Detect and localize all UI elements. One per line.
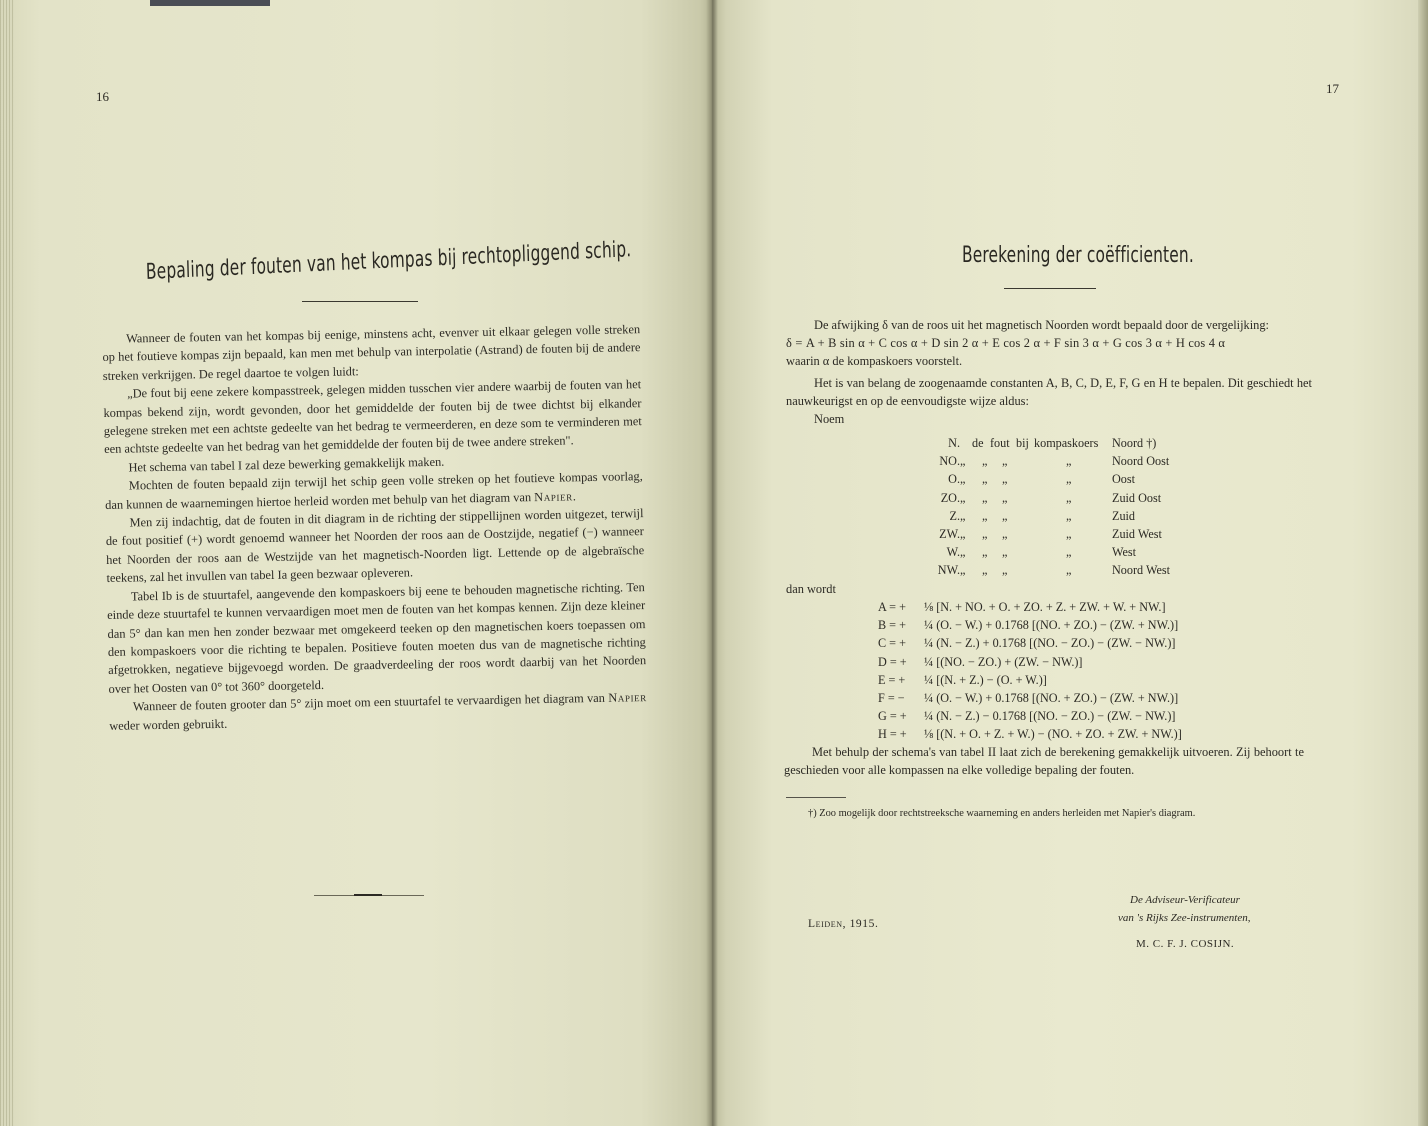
formula-row bbox=[878, 671, 1182, 689]
paragraph: Men zij indachtig, dat de fouten in dit diagram in de richting der stippellijnen worden uitgezet, terwijl de fout positief (+) wordt genoemd wanneer het Noorden der roos aan de Oostzijde, negatief (−) wanneer het Noorden der roos aan de Westzijde van het magnetisch-Noorden ligt. Lettende op de algebraïsche teekens, zal het invullen van tabel Ia geen bezwaar opleveren. bbox=[105, 506, 645, 586]
ditto-mark: „ bbox=[982, 545, 988, 560]
formula-row bbox=[878, 616, 1182, 634]
compass-code: NO. bbox=[939, 454, 960, 469]
body-text-left bbox=[102, 320, 647, 735]
ditto-mark: „ bbox=[1066, 545, 1072, 560]
place-date: Leiden, 1915. bbox=[808, 918, 879, 930]
formula-lhs: C = + bbox=[878, 636, 906, 651]
paragraph: Het schema van tabel I zal deze bewerking gemakkelijk maken. bbox=[128, 454, 445, 475]
page-edge-stack bbox=[0, 0, 14, 1126]
ditto-mark: „ bbox=[1002, 490, 1008, 505]
book-gutter bbox=[706, 0, 718, 1126]
compass-code: N. bbox=[948, 436, 960, 450]
formula-lhs: H = + bbox=[878, 727, 907, 742]
footnote: †) Zoo mogelijk door rechtstreeksche waarneming en anders herleiden met Napier's diagram. bbox=[808, 808, 1196, 819]
ditto-mark: „ bbox=[1002, 508, 1008, 523]
ditto-mark: „ bbox=[1066, 508, 1072, 523]
intro-block bbox=[786, 316, 1312, 428]
ditto-mark: „ bbox=[982, 508, 988, 523]
equation-note: waarin α de kompaskoers voorstelt. bbox=[786, 354, 963, 368]
ditto-mark: „ bbox=[1066, 490, 1072, 505]
coefficient-formulas bbox=[878, 598, 1182, 744]
compass-direction: Zuid bbox=[1112, 508, 1136, 523]
closing-paragraph bbox=[784, 743, 1304, 779]
formula-rhs: ¼ (N. − Z.) + 0.1768 [(NO. − ZO.) − (ZW. − NW.)] bbox=[924, 636, 1176, 651]
ditto-mark: „ bbox=[960, 563, 966, 578]
formula-lhs: F = − bbox=[878, 691, 905, 706]
formula-rhs: ¼ (N. − Z.) − 0.1768 [(NO. − ZO.) − (ZW. − NW.)] bbox=[924, 709, 1176, 724]
paragraph: Tabel Ib is de stuurtafel, aangevende den kompaskoers bij eene te behouden magnetische richting. Ten einde deze stuurtafel te kunnen vervaardigen moet men de fouten van het kompas kennen. Zijn deze kleiner dan 5° dan kan men hen zonder bezwaar met omgekeerd teeken op den magnetischen koers toepassen om den kompaskoers voor die richting te bepalen. Positieve fouten moeten dus van de magnetische richting afgetrokken, negatieve bijgevoegd worden. De graadverdeeling der roos wordt daarbij van het Noorden over het Oosten van 0° tot 360° doorgeteld. bbox=[107, 579, 647, 696]
compass-direction: West bbox=[1112, 545, 1137, 560]
signature-institution: van 's Rijks Zee-instrumenten, bbox=[1118, 912, 1251, 924]
page-number-right: 17 bbox=[1326, 81, 1339, 96]
title-rule-left bbox=[302, 301, 418, 302]
formula-row bbox=[878, 725, 1182, 743]
left-page bbox=[0, 0, 712, 1126]
compass-direction: Noord †) bbox=[1112, 436, 1157, 450]
formula-rhs: ¼ [(NO. − ZO.) + (ZW. − NW.)] bbox=[924, 654, 1083, 669]
compass-direction: Oost bbox=[1112, 472, 1136, 487]
formula-rhs: ⅛ [(N. + O. + Z. + W.) − (NO. + ZO. + ZW. + NW.)] bbox=[924, 727, 1182, 742]
compass-direction: Zuid Oost bbox=[1112, 490, 1162, 505]
ditto-mark: „ bbox=[960, 454, 966, 469]
compass-direction: Noord West bbox=[1112, 563, 1171, 578]
coefficient-equation: δ = A + B sin α + C cos α + D sin 2 α + E cos 2 α + F sin 3 α + G cos 3 α + H cos 4 α bbox=[786, 336, 1226, 350]
paragraph: Wanneer de fouten van het kompas bij eenige, minstens acht, evenver uit elkaar gelegen volle streken op het foutieve kompas zijn bepaald, kan men met behulp van interpolatie (Astrand) de fouten bij de andere streken verkrijgen. De regel daartoe te volgen luidt: bbox=[102, 322, 641, 383]
page-number-left: 16 bbox=[96, 89, 109, 104]
compass-code: ZW. bbox=[939, 526, 960, 541]
formula-rhs: ⅛ [N. + NO. + O. + ZO. + Z. + ZW. + W. + NW.] bbox=[924, 600, 1166, 614]
noem-label: Noem bbox=[814, 412, 845, 426]
page-edge-right bbox=[1418, 0, 1428, 1126]
footnote-rule bbox=[786, 797, 846, 798]
signature-title: De Adviseur-Verificateur bbox=[1130, 894, 1240, 906]
compass-code: Z. bbox=[949, 508, 960, 523]
compass-code: NW. bbox=[937, 563, 960, 578]
ditto-mark: „ bbox=[1066, 563, 1072, 578]
ditto-mark: „ bbox=[1066, 472, 1072, 487]
formula-lhs: A = + bbox=[878, 600, 906, 614]
ditto-mark: „ bbox=[982, 454, 988, 469]
formula-row bbox=[878, 689, 1182, 707]
page-title-right: Berekening der coëfficienten. bbox=[962, 243, 1194, 268]
formula-row bbox=[878, 653, 1182, 671]
compass-direction: Noord Oost bbox=[1112, 454, 1170, 469]
paragraph: Met behulp der schema's van tabel II laat zich de berekening gemakkelijk uitvoeren. Zij behoort te geschieden voor alle kompassen na elke volledige bepaling der fouten. bbox=[784, 745, 1304, 777]
paragraph-text: weder worden gebruikt. bbox=[109, 716, 228, 733]
formula-row bbox=[878, 707, 1182, 725]
compass-direction: Zuid West bbox=[1112, 526, 1162, 541]
ditto-mark: „ bbox=[1066, 526, 1072, 541]
end-mark bbox=[354, 894, 382, 896]
ditto-mark: „ bbox=[982, 563, 988, 578]
formula-rhs: ¼ (O. − W.) + 0.1768 [(NO. + ZO.) − (ZW. + NW.)] bbox=[924, 691, 1179, 706]
formula-rhs: ¼ (O. − W.) + 0.1768 [(NO. + ZO.) − (ZW. + NW.)] bbox=[924, 618, 1179, 633]
ditto-mark: „ bbox=[982, 472, 988, 487]
formula-lhs: G = + bbox=[878, 709, 907, 724]
page-title-left: Bepaling der fouten van het kompas bij rechtopliggend schip. bbox=[145, 237, 632, 285]
napier-name: Napier bbox=[608, 690, 647, 705]
ditto-mark: „ bbox=[1002, 563, 1008, 578]
compass-code: ZO. bbox=[940, 490, 960, 505]
ditto-mark: „ bbox=[960, 526, 966, 541]
paragraph-text: Mochten de fouten bepaald zijn terwijl het schip geen volle streken op het foutieve kompas voorlag, dan kunnen de waarnemingen hiertoe herleid worden met behulp van het diagram van bbox=[105, 469, 643, 512]
formula-rhs: ¼ [(N. + Z.) − (O. + W.)] bbox=[924, 672, 1047, 687]
formula-row bbox=[878, 598, 1182, 616]
noem-word: bij bbox=[1016, 436, 1029, 450]
noem-word: de bbox=[972, 436, 984, 450]
ditto-mark: „ bbox=[960, 472, 966, 487]
ditto-mark: „ bbox=[960, 545, 966, 560]
ditto-mark: „ bbox=[1066, 454, 1072, 469]
compass-code: O. bbox=[948, 472, 960, 487]
ditto-mark: „ bbox=[960, 490, 966, 505]
paragraph: Het is van belang de zoogenaamde constanten A, B, C, D, E, F, G en H te bepalen. Dit geschiedt het nauwkeurigst en op de eenvoudigste wijze aldus: bbox=[786, 376, 1312, 408]
punctuation: . bbox=[572, 489, 576, 504]
formula-lhs: D = + bbox=[878, 654, 907, 669]
formula-lhs: E = + bbox=[878, 672, 906, 687]
noem-word: kompaskoers bbox=[1034, 436, 1099, 450]
ditto-mark: „ bbox=[1002, 545, 1008, 560]
paragraph: „De fout bij eene zekere kompasstreek, gelegen midden tusschen vier andere waarbij de fouten van het kompas bekend zijn, wordt gevonden, door het gemiddelde der fouten bij de twee dichtst bij elkander gelegene streken met een achtste gedeelte van het bedrag te vermeerderen, en deze som te verminderen met een achtste gedeelte van het bedrag van het gemiddelde der fouten bij de twee andere streken". bbox=[103, 377, 642, 457]
signature-name: M. C. F. J. COSIJN. bbox=[1136, 938, 1235, 950]
dan-wordt-label: dan wordt bbox=[786, 582, 836, 596]
compass-code: W. bbox=[946, 545, 960, 560]
ditto-mark: „ bbox=[982, 526, 988, 541]
intro-text: De afwijking δ van de roos uit het magnetisch Noorden wordt bepaald door de vergelijking: bbox=[814, 318, 1269, 332]
ditto-mark: „ bbox=[1002, 472, 1008, 487]
ditto-mark: „ bbox=[960, 508, 966, 523]
binding-tape bbox=[150, 0, 270, 6]
paragraph-text: Wanneer de fouten grooter dan 5° zijn moet om een stuurtafel te vervaardigen het diagram van bbox=[132, 690, 606, 714]
formula-row bbox=[878, 634, 1182, 652]
ditto-mark: „ bbox=[982, 490, 988, 505]
ditto-mark: „ bbox=[1002, 454, 1008, 469]
ditto-mark: „ bbox=[1002, 526, 1008, 541]
noem-word: fout bbox=[990, 436, 1010, 450]
napier-name: Napier bbox=[534, 489, 573, 504]
formula-lhs: B = + bbox=[878, 618, 906, 633]
title-rule-right bbox=[1004, 288, 1096, 289]
